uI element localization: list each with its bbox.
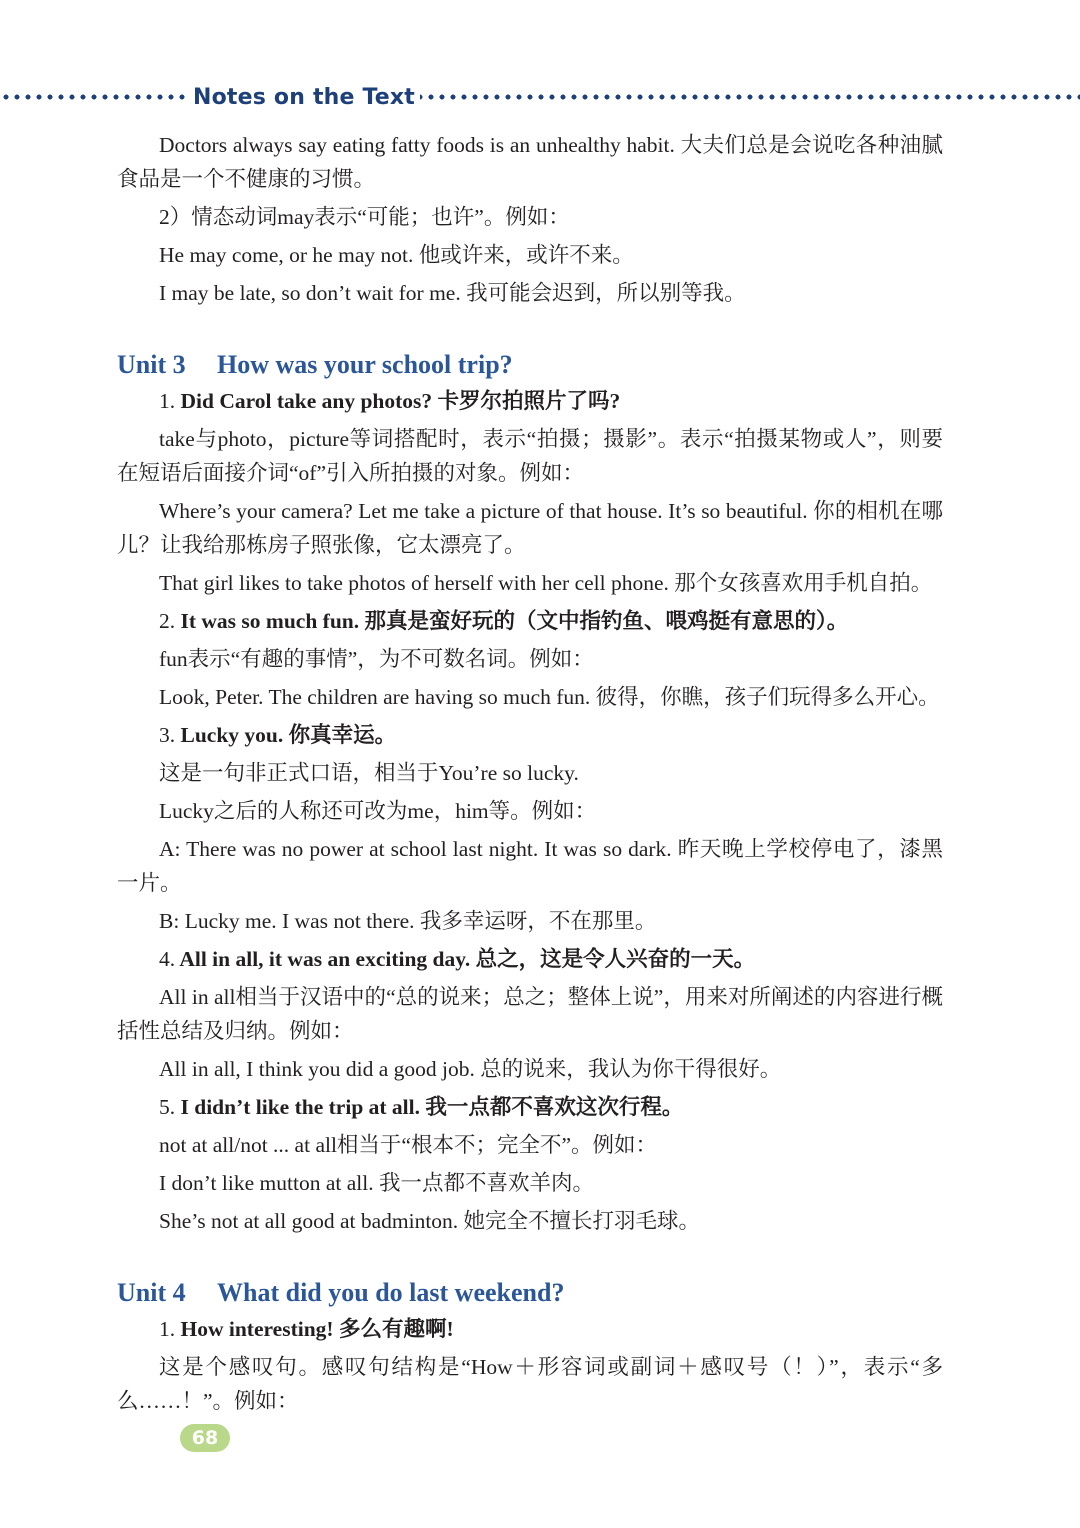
item-heading: It was so much fun. 那真是蛮好玩的（文中指钓鱼、喂鸡挺有意思的）。 [180,609,849,633]
note-item-heading [117,604,943,638]
item-number: 1. [159,389,176,413]
text-line: Doctors always say eating fatty foods is an unhealthy habit. 大夫们总是会说吃各种油腻食品是一个不健康的习惯。 [117,133,943,191]
text-line: take与photo，picture等词搭配时，表示“拍摄；摄影”。表示“拍摄某物或人”，则要在短语后面接介词“of”引入所拍摄的对象。例如： [117,427,943,485]
text-line: not at all/not ... at all相当于“根本不；完全不”。例如： [159,1133,658,1157]
item-heading: How interesting! 多么有趣啊! [180,1317,454,1341]
note-item-heading [117,942,943,976]
item-number: 3. [159,723,176,747]
unit-heading [117,1274,943,1312]
text-line: I don’t like mutton at all. 我一点都不喜欢羊肉。 [159,1171,594,1195]
item-number: 4. [159,947,176,971]
text-line: He may come, or he may not. 他或许来，或许不来。 [159,243,634,267]
text-line: Look, Peter. The children are having so much fun. 彼得，你瞧，孩子们玩得多么开心。 [159,685,940,709]
item-heading: I didn’t like the trip at all. 我一点都不喜欢这次行程。 [180,1095,684,1119]
page-number-badge: 68 [180,1424,230,1452]
header-dots-left [0,94,188,100]
item-number: 2. [159,609,176,633]
unit-number: Unit 3 [117,350,186,379]
text-line: A: There was no power at school last night. It was so dark. 昨天晚上学校停电了，漆黑一片。 [117,837,943,895]
item-number: 1. [159,1317,176,1341]
text-line: Lucky之后的人称还可改为me，him等。例如： [159,799,597,823]
text-line: I may be late, so don’t wait for me. 我可能会迟到，所以别等我。 [159,281,746,305]
note-item-heading [117,1312,943,1346]
header-title: Notes on the Text [193,84,416,110]
text-line: fun表示“有趣的事情”，为不可数名词。例如： [159,647,594,671]
item-number: 5. [159,1095,176,1119]
text-line: Where’s your camera? Let me take a picture of that house. It’s so beautiful. 你的相机在哪儿？让我给那栋房子照张像，它太漂亮了。 [117,499,943,557]
text-line: All in all, I think you did a good job. 总的说来，我认为你干得很好。 [159,1057,782,1081]
unit-title: How was your school trip? [217,350,513,379]
section-header [0,82,1080,112]
text-line: 2）情态动词may表示“可能；也许”。例如： [159,205,570,229]
text-line: She’s not at all good at badminton. 她完全不擅长打羽毛球。 [159,1209,701,1233]
item-heading: Did Carol take any photos? 卡罗尔拍照片了吗? [180,389,621,413]
text-line: 这是个感叹句。感叹句结构是“How＋形容词或副词＋感叹号（！）”，表示“多么……！”。例如： [117,1355,943,1413]
unit-number: Unit 4 [117,1278,186,1307]
unit-heading [117,346,943,384]
text-line: 这是一句非正式口语，相当于You’re so lucky. [159,761,579,785]
header-dots-right [420,94,1080,100]
note-item-heading [117,718,943,752]
item-heading: All in all, it was an exciting day. 总之，这是令人兴奋的一天。 [179,947,756,971]
text-line: B: Lucky me. I was not there. 我多幸运呀，不在那里。 [159,909,657,933]
page-content [117,128,943,1418]
item-heading: Lucky you. 你真幸运。 [180,723,397,747]
text-line: That girl likes to take photos of herself with her cell phone. 那个女孩喜欢用手机自拍。 [159,571,933,595]
note-item-heading [117,384,943,418]
unit-title: What did you do last weekend? [217,1278,565,1307]
note-item-heading [117,1090,943,1124]
text-line: All in all相当于汉语中的“总的说来；总之；整体上说”，用来对所阐述的内容进行概括性总结及归纳。例如： [117,985,943,1043]
